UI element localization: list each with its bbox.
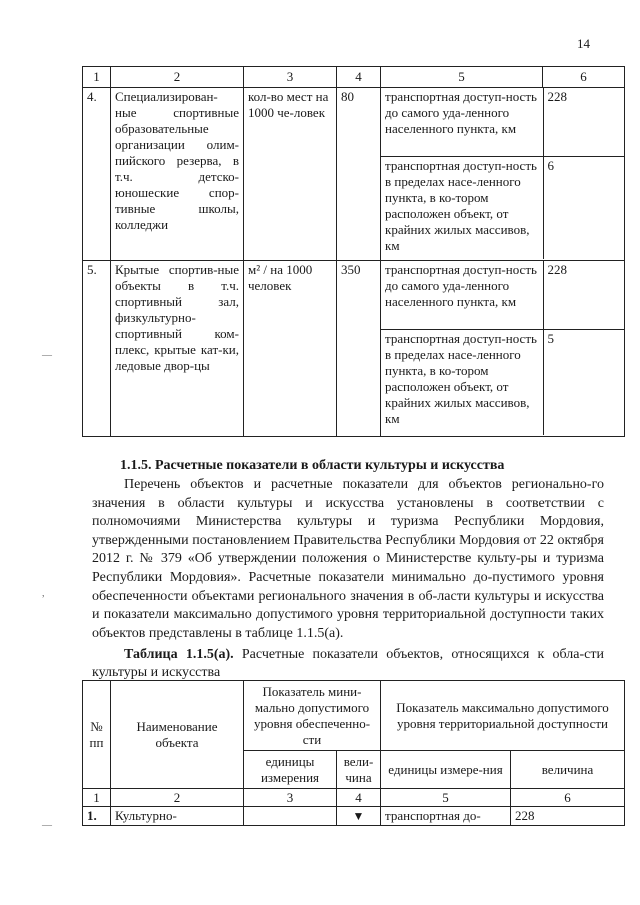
access-value: 228 xyxy=(511,807,625,826)
culture-facilities-table xyxy=(82,680,625,826)
min-value: 80 xyxy=(337,88,381,261)
access-label: транспортная доступ-ность в пределах насе-ленного пункта, в ко-тором расположен объект, от крайних жилых массивов, км xyxy=(381,329,543,435)
unit-of-measure: кол-во мест на 1000 че-ловек xyxy=(244,88,337,261)
access-label: транспортная доступ-ность в пределах насе-ленного пункта, в ко-тором расположен объект, от крайних жилых массивов, км xyxy=(381,156,543,259)
header-value-2: величина xyxy=(511,751,625,789)
header-row xyxy=(83,681,625,751)
access-label: транспортная доступ-ность до самого уда-ленного населенного пункта, км xyxy=(385,89,537,136)
col-number: 2 xyxy=(111,67,244,88)
access-label: транспортная доступ-ность до самого уда-ленного населенного пункта, км xyxy=(385,262,537,309)
object-name: Специализирован-ные спортивные образовательные организации олим-пийского резерва, в т.ч. детско-юношеские спор-тивные школы, колледжи xyxy=(111,88,244,261)
col-number: 1 xyxy=(83,789,111,807)
header-max-access: Показатель максимально допустимого уровня территориальной доступности xyxy=(381,681,625,751)
table-caption-label: Таблица 1.1.5(а). xyxy=(124,647,234,662)
table-caption-text: Расчетные показатели объектов, относящихся к обла-сти культуры и искусства xyxy=(92,647,604,680)
section-heading: 1.1.5. Расчетные показатели в области культуры и искусства xyxy=(120,458,505,473)
col-number: 3 xyxy=(244,789,337,807)
table-row xyxy=(83,88,625,261)
col-number: 4 xyxy=(337,67,381,88)
col-number: 5 xyxy=(381,67,543,88)
access-subtable xyxy=(381,88,624,259)
header-value: вели-чина xyxy=(337,751,381,789)
col-number: 4 xyxy=(337,789,381,807)
header-units: единицы измерения xyxy=(244,751,337,789)
table-caption xyxy=(92,646,604,681)
access-value: 6 xyxy=(543,156,624,259)
body-paragraph: Перечень объектов и расчетные показатели для объектов регионально-го значения в области культуры и искусства установлены в соответствии с полномочиями Министерства культуры и туризма Республики Мордовия, утвержденными постановлением Правительства Республики Мордовия от 22 октября 2012 г. № 379 «Об утверждении положения о Министерстве культу-ры и туризма Республики Мордовия». Расчетные показатели минимально до-пустимого уровня обеспеченности объектами регионального значения в об-ласти культуры и искусства и показатели максимально допустимого уровня территориальной доступности таких объектов представлены в таблице 1.1.5(а). xyxy=(92,477,604,641)
margin-dot: , xyxy=(42,588,45,599)
col-number: 6 xyxy=(511,789,625,807)
margin-dash: — xyxy=(42,350,52,361)
col-number: 1 xyxy=(83,67,111,88)
row-number: 5. xyxy=(83,261,111,437)
margin-dash: — xyxy=(42,820,52,831)
access-label: транспортная до- xyxy=(381,807,511,826)
sports-facilities-table xyxy=(82,66,625,437)
min-value: 350 xyxy=(337,261,381,437)
unit-of-measure: м² / на 1000 человек xyxy=(244,261,337,437)
col-number: 5 xyxy=(381,789,511,807)
access-value: 5 xyxy=(543,329,624,435)
column-number-row xyxy=(83,789,625,807)
triangle-marker-icon: ▼ xyxy=(337,807,381,826)
access-value: 228 xyxy=(543,261,624,329)
object-name: Крытые спортив-ные объекты в т.ч. спортивный зал, физкультурно-спортивный ком-плекс, крытые кат-ки, ледовые двор-цы xyxy=(111,261,244,437)
unit-of-measure xyxy=(244,807,337,826)
table-row xyxy=(83,807,625,826)
table-row xyxy=(83,261,625,437)
page-number: 14 xyxy=(577,36,590,51)
header-num: № пп xyxy=(83,681,111,789)
object-name: Культурно- xyxy=(111,807,244,826)
col-number: 3 xyxy=(244,67,337,88)
access-value: 228 xyxy=(543,88,624,156)
access-subtable xyxy=(381,261,624,435)
header-units-2: единицы измере-ния xyxy=(381,751,511,789)
col-number: 2 xyxy=(111,789,244,807)
row-number: 4. xyxy=(83,88,111,261)
col-number: 6 xyxy=(543,67,625,88)
header-name: Наименование объекта xyxy=(111,681,244,789)
column-number-row xyxy=(83,67,625,88)
row-number: 1. xyxy=(83,807,111,826)
header-min-level: Показатель мини-мально допустимого уровня обеспеченно-сти xyxy=(244,681,381,751)
